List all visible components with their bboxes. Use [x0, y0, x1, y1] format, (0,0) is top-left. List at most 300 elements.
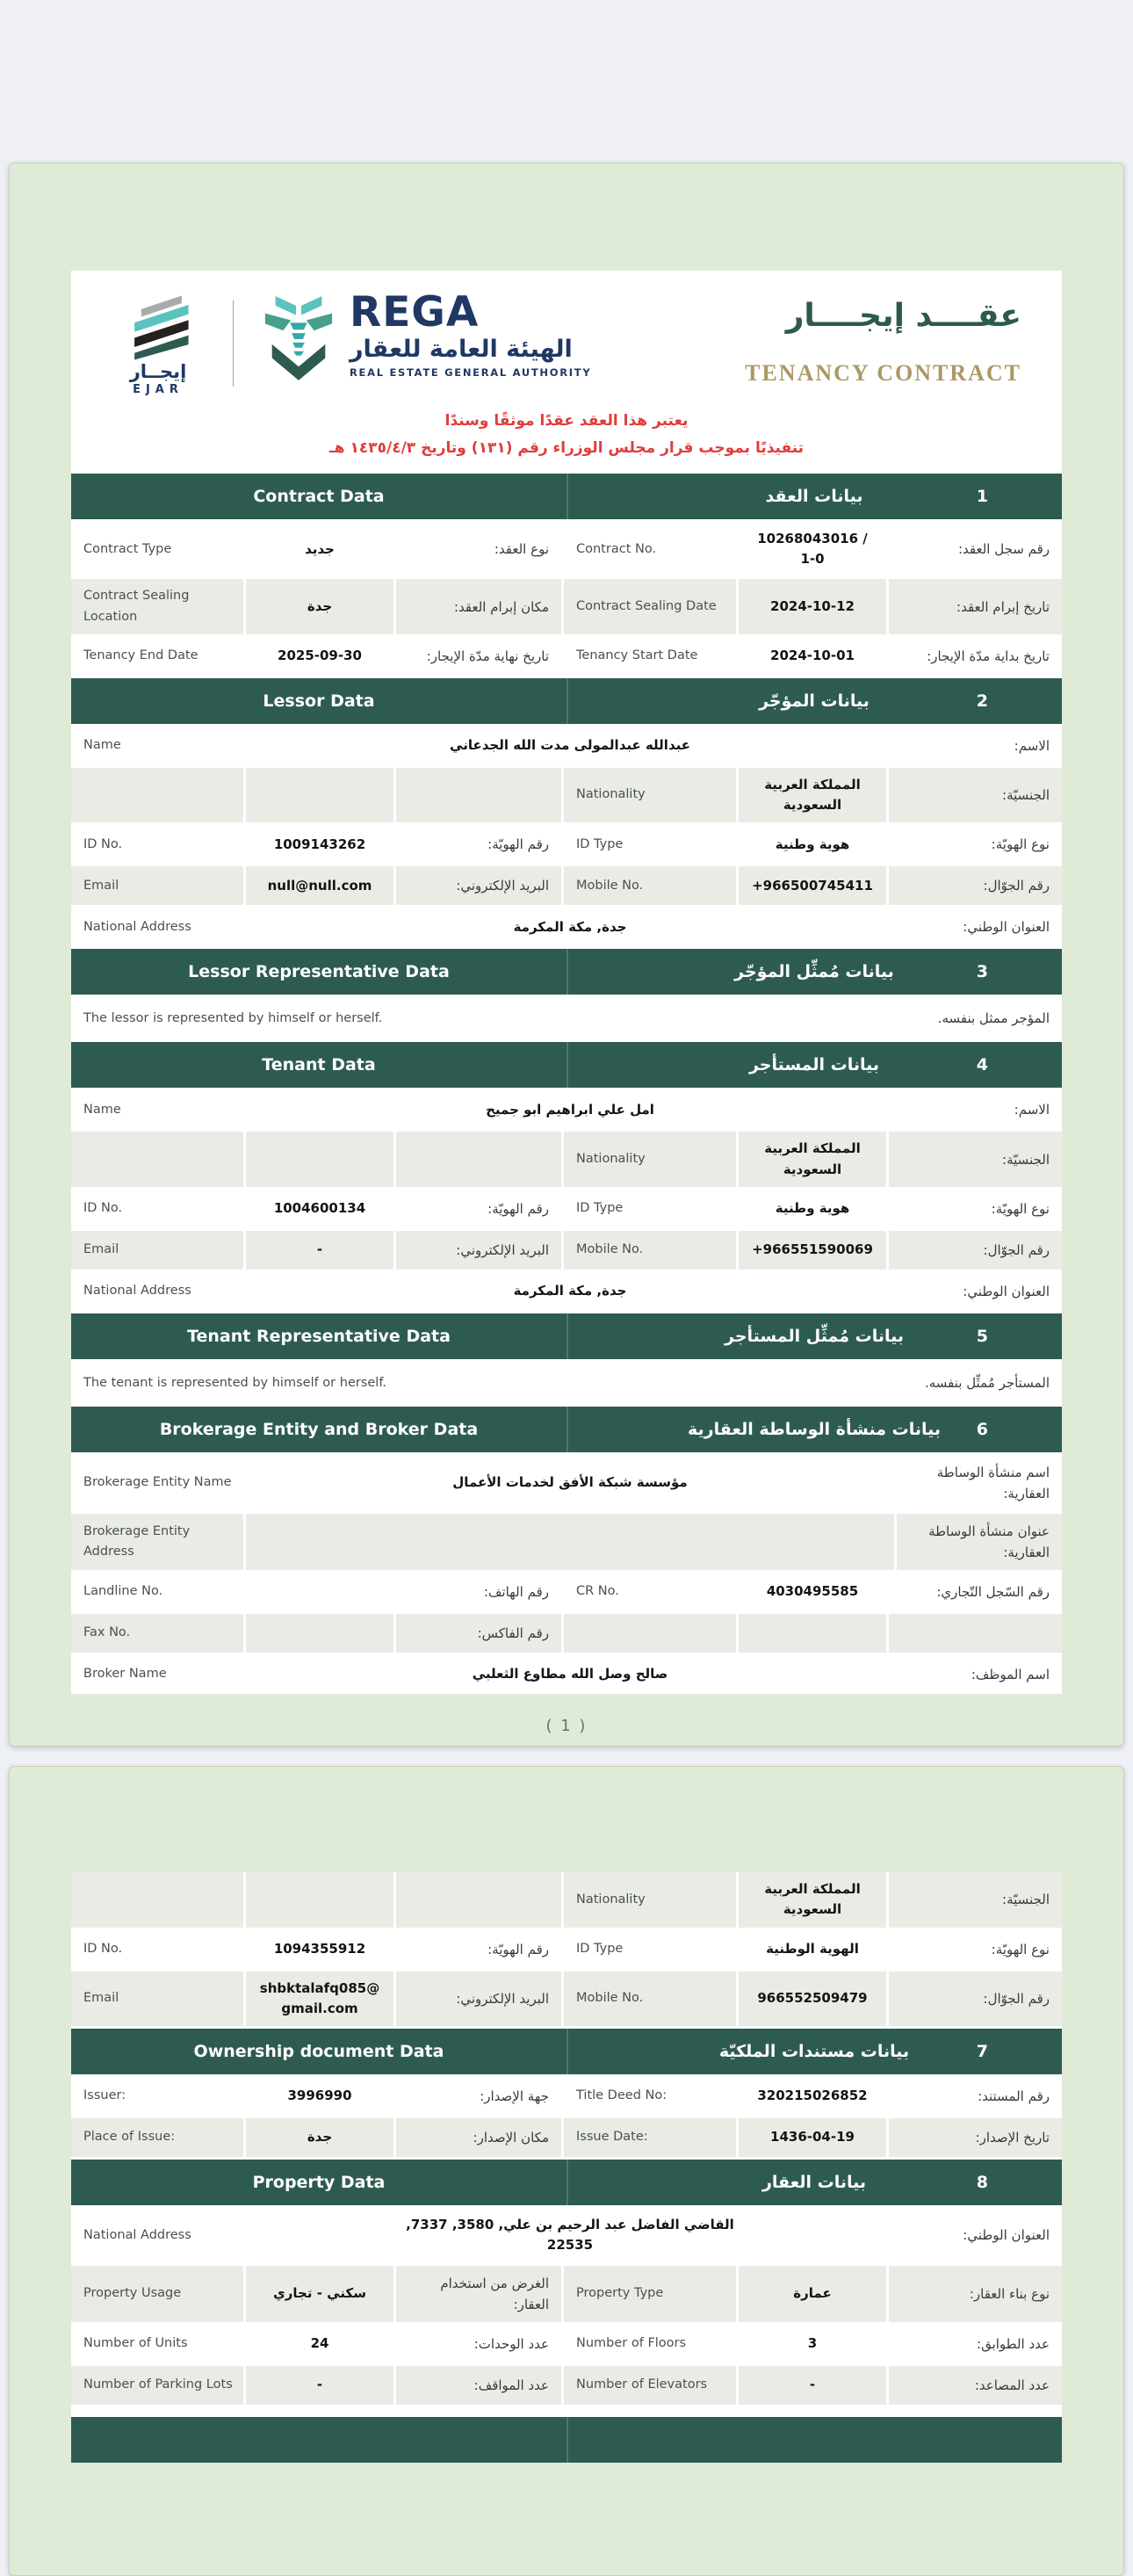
field-label-ar [889, 2325, 1062, 2363]
field-value-text: هوية وطنية [775, 836, 850, 852]
section-header [71, 2417, 1062, 2463]
field-value-text: جدة, مكة المكرمة [513, 1283, 627, 1299]
field-label-ar [396, 1614, 561, 1653]
table-row [71, 2266, 1062, 2322]
field-label-ar [396, 2325, 561, 2363]
field-label-en [564, 2325, 736, 2363]
note-text-ar: المستأجر مُمثِّل بنفسه. [924, 1374, 1050, 1391]
field-label-ar [889, 1872, 1062, 1928]
field-value-text: المملكة العربية السعودية [764, 1881, 861, 1918]
field-value-text: 24 [310, 2334, 329, 2351]
table-row [71, 1231, 1062, 1270]
field-label-en-text: Issue Date: [576, 2130, 648, 2145]
field-label-en-text: Mobile No. [576, 1991, 644, 2006]
field-label-ar-text: الجنسيّة: [1002, 787, 1050, 803]
field-label-ar [396, 2118, 561, 2157]
field-label-ar [889, 1930, 1062, 1969]
field-label-en [71, 1972, 243, 2027]
field-value [246, 579, 393, 633]
field-label-ar-text: نوع الهويّة: [991, 1200, 1050, 1217]
field-value [739, 1190, 886, 1228]
field-value-text: 10268043016 / 1-0 [757, 530, 868, 568]
field-label-en [71, 1872, 243, 1928]
field-value-text: جدة [307, 597, 333, 614]
field-label-ar-text: رقم الجوّال: [983, 1990, 1050, 2007]
field-value-text: 1004600134 [273, 1200, 366, 1217]
section-number: 2 [976, 691, 988, 711]
field-label-en [71, 825, 243, 864]
field-label-ar [396, 1190, 561, 1228]
field-value [246, 1272, 894, 1311]
document-page-1 [9, 163, 1124, 1747]
field-label-en-text: Property Type [576, 2285, 664, 2300]
section-title-ar: بيانات مُمثِّل المؤجّر [734, 962, 894, 982]
field-label-ar-text: رقم الهويّة: [487, 836, 549, 853]
field-label-en-text: Contract Sealing Location [83, 589, 190, 624]
table-row [71, 1972, 1062, 2027]
field-value [246, 1655, 894, 1694]
field-value [246, 866, 393, 905]
section-header [71, 678, 1062, 724]
field-label-ar-text: عدد المواقف: [473, 2377, 549, 2393]
table-row [71, 1872, 1062, 1928]
field-label-en-text: ID No. [83, 1941, 123, 1956]
field-value-text: 1009143262 [273, 836, 366, 852]
field-label-ar [897, 1514, 1062, 1570]
field-label-en-text: Number of Parking Lots [83, 2377, 233, 2391]
table-row [71, 1514, 1062, 1570]
section-number: 6 [976, 1419, 988, 1439]
field-value [739, 768, 886, 823]
section-number: 8 [976, 2173, 988, 2192]
field-value [246, 908, 894, 946]
field-label-en [71, 1132, 243, 1187]
table-row [71, 768, 1062, 823]
field-value-text: المملكة العربية السعودية [764, 776, 861, 813]
field-value [739, 637, 886, 676]
field-value-text: امل علي ابراهيم ابو جميح [486, 1101, 654, 1118]
field-value-text: 3 [807, 2334, 818, 2351]
field-value [739, 2118, 886, 2157]
field-label-ar-text: العنوان الوطني: [963, 919, 1050, 936]
field-label-en [71, 2266, 243, 2322]
field-label-ar-text: العنوان الوطني: [963, 1283, 1050, 1299]
section-title-en: Ownership document Data [193, 2042, 444, 2061]
field-label-ar-text: رقم الهويّة: [487, 1200, 549, 1217]
field-label-en [71, 2118, 243, 2157]
field-value-text: جدة [307, 2129, 333, 2145]
field-label-en-text: Email [83, 878, 119, 893]
field-label-en [71, 1655, 243, 1694]
table-row [71, 1455, 1062, 1511]
field-label-en [564, 1930, 736, 1969]
table-row [71, 2208, 1062, 2263]
field-label-en-text: Name [83, 738, 121, 753]
field-label-ar [889, 1231, 1062, 1270]
section-number: 1 [976, 486, 988, 506]
field-label-ar-text: الاسم: [1014, 1102, 1050, 1118]
field-label-en-text: Place of Issue: [83, 2130, 176, 2145]
section-title-ar: بيانات مُمثِّل المستأجر [725, 1326, 904, 1346]
table-row [71, 1930, 1062, 1969]
field-value-text: جدة, مكة المكرمة [513, 918, 627, 935]
field-label-ar-text: مكان الإصدار: [473, 2130, 549, 2145]
field-label-ar [889, 2266, 1062, 2322]
section-title-en [71, 2417, 566, 2463]
field-value-text: 4030495585 [766, 1583, 859, 1600]
field-label-en-text: Number of Elevators [576, 2377, 708, 2391]
field-label-en-text: Landline No. [83, 1584, 163, 1599]
field-label-ar [889, 1132, 1062, 1187]
field-label-en [564, 1614, 736, 1653]
field-label-ar [889, 2077, 1062, 2116]
field-label-en [564, 768, 736, 823]
field-label-ar [396, 2077, 561, 2116]
field-value [739, 1132, 886, 1187]
field-value-text: 2024-10-12 [770, 597, 855, 614]
field-label-ar-text: الجنسيّة: [1002, 1151, 1050, 1168]
field-value [246, 2366, 393, 2405]
field-value [246, 1514, 894, 1570]
field-label-ar-text: رقم الجوّال: [983, 878, 1050, 894]
field-label-en [564, 825, 736, 864]
field-value [246, 2325, 393, 2363]
field-label-en-text: Property Usage [83, 2285, 182, 2300]
field-label-en [71, 637, 243, 676]
field-label-en [564, 2118, 736, 2157]
field-label-en [564, 1132, 736, 1187]
section-header [71, 474, 1062, 519]
field-label-ar [396, 2366, 561, 2405]
field-label-ar [396, 1573, 561, 1611]
field-label-ar [889, 768, 1062, 823]
field-label-ar [889, 866, 1062, 905]
table-row [71, 522, 1062, 577]
field-label-ar-text: رقم الجوّال: [983, 1241, 1050, 1258]
field-value-text: - [809, 2376, 816, 2392]
section-header [71, 1407, 1062, 1452]
field-label-ar-text: رقم الهويّة: [487, 1941, 549, 1957]
legal-notice-line1: يعتبر هذا العقد عقدًا موثقًا وسندًا [444, 412, 689, 430]
table-row [71, 1614, 1062, 1653]
field-label-en [564, 866, 736, 905]
field-value-text: المملكة العربية السعودية [764, 1140, 861, 1177]
field-label-en-text: ID No. [83, 1201, 123, 1216]
field-label-en [564, 2366, 736, 2405]
field-label-ar-text: تاريخ بداية مدّة الإيجار: [927, 648, 1050, 664]
field-label-en [71, 908, 243, 946]
representative-note [71, 1362, 1062, 1404]
table-row [71, 637, 1062, 676]
field-label-en-text: Fax No. [83, 1625, 131, 1640]
field-label-ar [897, 2208, 1062, 2263]
table-row [71, 908, 1062, 946]
field-label-en-text: Tenancy End Date [83, 648, 198, 663]
field-label-ar [897, 727, 1062, 765]
field-label-ar-text: تاريخ نهاية مدّة الإيجار: [426, 648, 549, 664]
field-value [739, 579, 886, 633]
field-label-ar [889, 579, 1062, 633]
field-label-ar-text: نوع الهويّة: [991, 836, 1050, 853]
field-label-ar-text: نوع الهويّة: [991, 1941, 1050, 1957]
table-row [71, 727, 1062, 765]
field-value [739, 522, 886, 577]
legal-notice [112, 408, 1021, 463]
field-label-ar [889, 1573, 1062, 1611]
section-title-ar [566, 2417, 1062, 2463]
field-value [739, 1231, 886, 1270]
field-label-ar [396, 768, 561, 823]
contract-title-arabic: عقــــد إيجــــار [785, 298, 1021, 334]
field-value [739, 825, 886, 864]
field-label-ar [396, 1132, 561, 1187]
field-value-text: 1094355912 [273, 1940, 366, 1957]
field-value-text: هوية وطنية [775, 1200, 850, 1217]
field-value-text: سكني - تجاري [273, 2284, 366, 2301]
table-row [71, 1362, 1062, 1404]
ejar-logo-icon [116, 293, 200, 360]
field-label-ar [396, 1930, 561, 1969]
field-value [246, 1132, 393, 1187]
table-row [71, 997, 1062, 1039]
field-value-text: shbktalafq085@gmail.com [259, 1979, 380, 2016]
field-value-text: null@null.com [267, 877, 372, 894]
note-text-ar: المؤجر ممثل بنفسه. [937, 1010, 1050, 1027]
table-row [71, 1090, 1062, 1129]
section-title-en: Contract Data [253, 486, 385, 506]
field-label-en [564, 2266, 736, 2322]
logo-divider [233, 300, 234, 387]
field-label-en-text: Mobile No. [576, 1242, 644, 1257]
section-title-ar: بيانات منشأة الوساطة العقارية [688, 1419, 942, 1439]
table-row [71, 1573, 1062, 1611]
field-value [739, 2077, 886, 2116]
field-label-ar [889, 1190, 1062, 1228]
field-value-text: القاضي الفاضل عبد الرحيم بن علي, 3580, 7337, 22535 [406, 2217, 734, 2254]
table-row [71, 1190, 1062, 1228]
field-label-ar-text: مكان إبرام العقد: [453, 598, 549, 615]
field-value-text: 1436-04-19 [770, 2129, 855, 2145]
field-label-ar-text: اسم منشأة الوساطة العقارية: [936, 1464, 1050, 1501]
field-label-en [71, 1930, 243, 1969]
field-label-en-text: Mobile No. [576, 878, 644, 893]
field-value-text: عبدالله عبدالمولى مدت الله الجدعاني [450, 737, 690, 754]
document-header [71, 271, 1062, 474]
field-value [739, 2266, 886, 2322]
field-label-en-text: ID Type [576, 1941, 624, 1956]
field-value [246, 637, 393, 676]
field-label-en [564, 2077, 736, 2116]
field-label-ar [396, 866, 561, 905]
page2-sections [71, 1872, 1062, 2463]
table-row [71, 825, 1062, 864]
field-value-text: 2024-10-01 [770, 648, 855, 664]
field-label-en-text: Number of Floors [576, 2335, 687, 2350]
section-title-ar: بيانات العقد [765, 486, 863, 506]
field-value [246, 727, 894, 765]
legal-notice-line2: تنفيذيًا بموجب قرار مجلس الوزراء رقم (١٣١) وتاريخ ١٤٣٥/٤/٣ هـ [328, 439, 805, 458]
field-label-en-text: Nationality [576, 1892, 646, 1907]
field-value [246, 1455, 894, 1511]
field-value [246, 1190, 393, 1228]
field-label-en-text: Email [83, 1991, 119, 2006]
field-label-ar-text: نوع العقد: [494, 541, 549, 558]
table-row [71, 1655, 1062, 1694]
field-label-ar [396, 2266, 561, 2322]
section-title-en: Lessor Data [263, 691, 375, 711]
representative-note [71, 997, 1062, 1039]
section-title-ar: بيانات المستأجر [748, 1055, 880, 1075]
field-value-text: مؤسسة شبكة الأفق لخدمات الأعمال [452, 1474, 688, 1491]
contract-title-block [745, 293, 1021, 387]
field-label-en [564, 1231, 736, 1270]
note-text-en: The tenant is represented by himself or herself. [83, 1375, 386, 1390]
field-value [246, 1972, 393, 2027]
table-row [71, 1132, 1062, 1187]
section-header [71, 2029, 1062, 2074]
field-label-ar [396, 1872, 561, 1928]
field-label-en-text: Nationality [576, 1151, 646, 1166]
field-value-text: عمارة [793, 2284, 832, 2301]
field-label-ar-text: عدد المصاعد: [974, 2377, 1050, 2393]
rega-arabic-name: الهيئة العامة للعقار [350, 335, 573, 363]
document-page-2 [9, 1766, 1124, 2576]
field-label-ar-text: تاريخ إبرام العقد: [956, 598, 1050, 615]
field-label-en [71, 1573, 243, 1611]
field-label-ar-text: عدد الوحدات: [473, 2335, 549, 2352]
table-row [71, 2118, 1062, 2157]
field-label-ar-text: عنوان منشأة الوساطة العقارية: [928, 1523, 1050, 1560]
field-label-en-text: Contract No. [576, 541, 657, 556]
field-label-ar [396, 637, 561, 676]
field-value-text: - [316, 2376, 323, 2392]
field-value [246, 768, 393, 823]
section-number: 3 [976, 962, 988, 982]
field-value-text: جديد [305, 540, 335, 557]
field-value [246, 825, 393, 864]
logos-row [112, 288, 1021, 406]
table-row [71, 2366, 1062, 2405]
field-label-ar-text: البريد الإلكتروني: [456, 878, 549, 894]
field-value [739, 2366, 886, 2405]
section-number: 4 [976, 1055, 988, 1075]
field-label-ar [889, 522, 1062, 577]
field-label-en-text: Contract Sealing Date [576, 598, 717, 613]
field-label-en [71, 1614, 243, 1653]
field-value [739, 1872, 886, 1928]
field-label-en-text: Brokerage Entity Address [83, 1523, 191, 1559]
ejar-logo [112, 293, 205, 396]
field-label-en [71, 1272, 243, 1311]
field-label-ar-text: نوع بناء العقار: [969, 2285, 1050, 2302]
field-label-ar-text: رقم المستند: [978, 2088, 1050, 2104]
ejar-logo-arabic: إيجــار [129, 361, 187, 382]
field-label-en-text: Issuer: [83, 2088, 126, 2103]
section-title-en: Lessor Representative Data [188, 962, 450, 982]
field-value-text: - [316, 1241, 323, 1258]
field-label-ar [396, 579, 561, 633]
note-text-en: The lessor is represented by himself or herself. [83, 1011, 383, 1026]
field-value [739, 1972, 886, 2027]
field-label-ar [396, 1231, 561, 1270]
field-value [246, 2118, 393, 2157]
field-value [246, 2266, 393, 2322]
field-value [739, 866, 886, 905]
field-value-text: +966551590069 [752, 1241, 873, 1258]
field-value [246, 1872, 393, 1928]
field-label-ar [889, 1614, 1062, 1653]
field-label-ar-text: البريد الإلكتروني: [456, 1241, 549, 1258]
field-label-en [71, 2208, 243, 2263]
section-title-en: Tenant Representative Data [187, 1326, 451, 1346]
field-label-ar [897, 1272, 1062, 1311]
field-label-en-text: National Address [83, 1284, 191, 1299]
field-value [246, 1090, 894, 1129]
field-label-en-text: National Address [83, 2227, 191, 2242]
document-body [71, 1872, 1062, 2463]
field-label-en [71, 579, 243, 633]
section-title-en: Tenant Data [262, 1055, 376, 1075]
field-label-en [564, 1972, 736, 2027]
field-label-ar-text: جهة الإصدار: [480, 2088, 549, 2104]
field-label-en-text: Brokerage Entity Name [83, 1475, 232, 1490]
field-label-ar-text: الاسم: [1014, 737, 1050, 754]
section-title-ar: بيانات العقار [761, 2173, 867, 2192]
field-value [246, 1231, 393, 1270]
field-label-ar-text: البريد الإلكتروني: [456, 1990, 549, 2007]
field-value-text: 320215026852 [757, 2088, 868, 2104]
field-label-ar [396, 522, 561, 577]
field-label-ar [889, 2118, 1062, 2157]
field-label-en-text: ID Type [576, 836, 624, 851]
field-label-ar-text: رقم سجل العقد: [957, 541, 1050, 558]
section-title-en: Brokerage Entity and Broker Data [159, 1419, 479, 1439]
section-header [71, 1042, 1062, 1088]
field-value-text: صالح وصل الله مطاوع الثعلبي [472, 1666, 668, 1682]
field-label-en-text: Name [83, 1102, 121, 1117]
field-label-ar-text: اسم الموظف: [971, 1666, 1050, 1682]
rega-logo-text [350, 288, 592, 379]
field-label-ar-text: رقم السّجل التّجاري: [936, 1583, 1050, 1600]
rega-logo-icon [260, 293, 337, 385]
field-label-ar-text: عدد الطوابق: [977, 2335, 1050, 2352]
rega-logo [260, 288, 592, 385]
field-value [739, 2325, 886, 2363]
field-value-text: 2025-09-30 [278, 648, 362, 664]
field-label-ar [897, 1090, 1062, 1129]
document-body [71, 271, 1062, 1694]
field-label-en-text: Title Deed No: [576, 2088, 668, 2103]
field-label-en-text: Broker Name [83, 1667, 167, 1682]
section-header [71, 2160, 1062, 2205]
field-value [246, 2077, 393, 2116]
table-row [71, 866, 1062, 905]
field-label-en-text: National Address [83, 919, 191, 934]
field-label-en [71, 2325, 243, 2363]
field-label-en-text: Email [83, 1242, 119, 1257]
field-label-ar-text: تاريخ الإصدار: [975, 2130, 1050, 2145]
field-label-ar [897, 1655, 1062, 1694]
field-label-ar [396, 1972, 561, 2027]
field-label-ar [889, 1972, 1062, 2027]
field-label-en-text: Tenancy Start Date [576, 648, 698, 663]
field-value [246, 1614, 393, 1653]
field-label-ar-text: رقم الهاتف: [483, 1583, 549, 1600]
table-row [71, 2077, 1062, 2116]
field-label-en [564, 637, 736, 676]
field-label-ar-text: الجنسيّة: [1002, 1892, 1050, 1908]
field-label-en [564, 579, 736, 633]
